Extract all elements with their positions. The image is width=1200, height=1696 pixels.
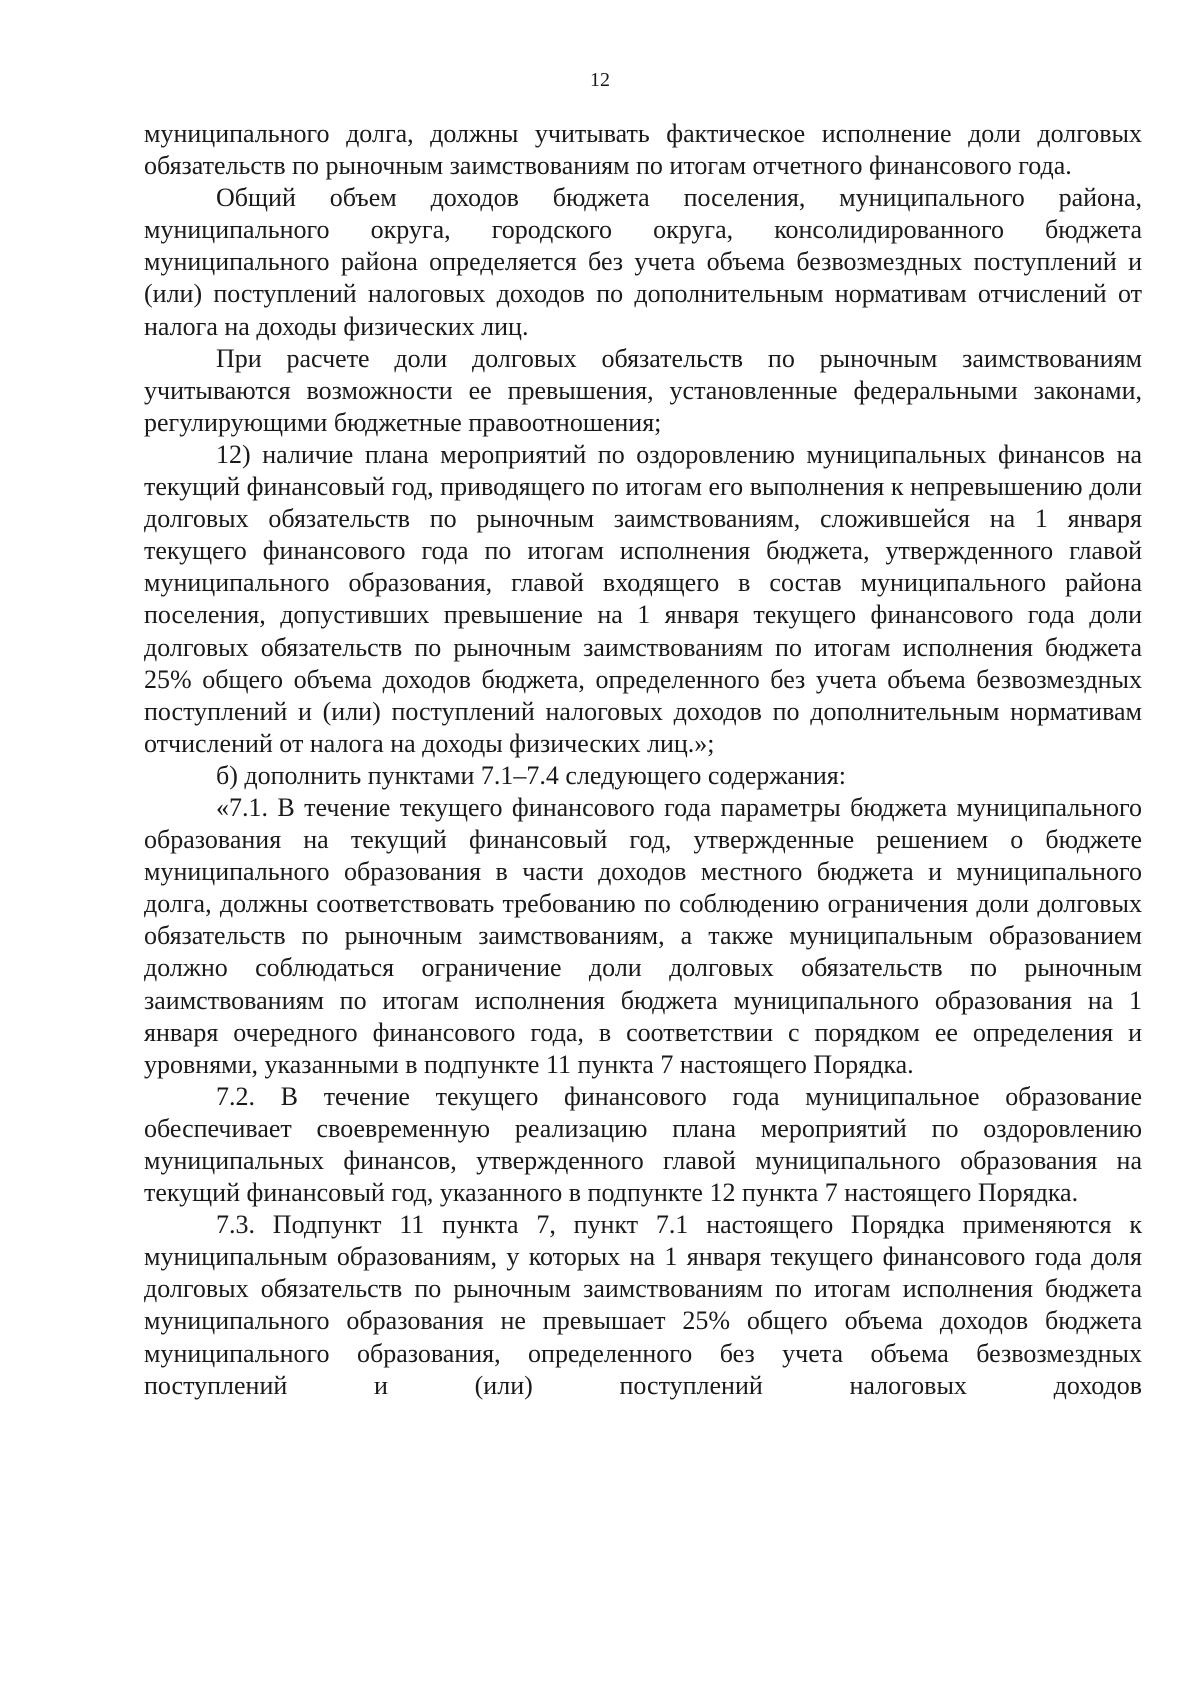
paragraph-total-revenue: Общий объем доходов бюджета поселения, муниципального района, муниципального округа, городского округа, консолидированного бюджета муниципального района определяется без учета объема безвозмездных поступлений и (или) поступлений налоговых доходов по дополнительным нормативам отчислений от налога на доходы физических лиц.: [144, 183, 1142, 341]
paragraph-clause-7-1: «7.1. В течение текущего финансового года параметры бюджета муниципального образования на текущий финансовый год, утвержденные решением о бюджете муниципального образования в части доходов местного бюджета и муниципального долга, должны соответствовать требованию по соблюдению ограничения доли долговых обязательств по рыночным заимствованиям, а также муниципальным образованием должно соблюдаться ограничение доли долговых обязательств по рыночным заимствованиям по итогам исполнения бюджета муниципального образования на 1 января очередного финансового года, в соответствии с порядком ее определения и уровнями, указанными в подпункте 11 пункта 7 настоящего Порядка.: [144, 792, 1142, 1079]
paragraph-item-12: 12) наличие плана мероприятий по оздоровлению муниципальных финансов на текущий финансовый год, приводящего по итогам его выполнения к непревышению доли долговых обязательств по рыночным заимствованиям, сложившейся на 1 января текущего финансового года по итогам исполнения бюджета, утвержденного главой муниципального образования, главой входящего в состав муниципального района поселения, допустивших превышение на 1 января текущего финансового года доли долговых обязательств по рыночным заимствованиям по итогам исполнения бюджета 25% общего объема доходов бюджета, определенного без учета объема безвозмездных поступлений и (или) поступлений налоговых доходов по дополнительным нормативам отчислений от налога на доходы физических лиц.»;: [144, 439, 1142, 758]
paragraph-clause-7-3: 7.3. Подпункт 11 пункта 7, пункт 7.1 настоящего Порядка применяются к муниципальным образованиям, у которых на 1 января текущего финансового года доля долговых обязательств по рыночным заимствованиям по итогам исполнения бюджета муниципального образования не превышает 25% общего объема доходов бюджета муниципального образования, определенного без учета объема безвозмездных поступлений и (или) поступлений налоговых доходов: [144, 1210, 1142, 1400]
paragraph-amendment-b: б) дополнить пунктами 7.1–7.4 следующего содержания:: [216, 760, 846, 790]
document-body: [144, 118, 1142, 1402]
paragraph-debt-continuation: муниципального долга, должны учитывать фактическое исполнение доли долговых обязательств по рыночным заимствованиям по итогам отчетного финансового года.: [144, 119, 1142, 181]
page-number: 12: [590, 69, 610, 91]
paragraph-clause-7-2: 7.2. В течение текущего финансового года муниципальное образование обеспечивает своевременную реализацию плана мероприятий по оздоровлению муниципальных финансов, утвержденного главой муниципального образования на текущий финансовый год, указанного в подпункте 12 пункта 7 настоящего Порядка.: [144, 1081, 1142, 1208]
paragraph-debt-share-calculation: При расчете доли долговых обязательств по рыночным заимствованиям учитываются возможности ее превышения, установленные федеральными законами, регулирующими бюджетные правоотношения;: [144, 343, 1142, 437]
